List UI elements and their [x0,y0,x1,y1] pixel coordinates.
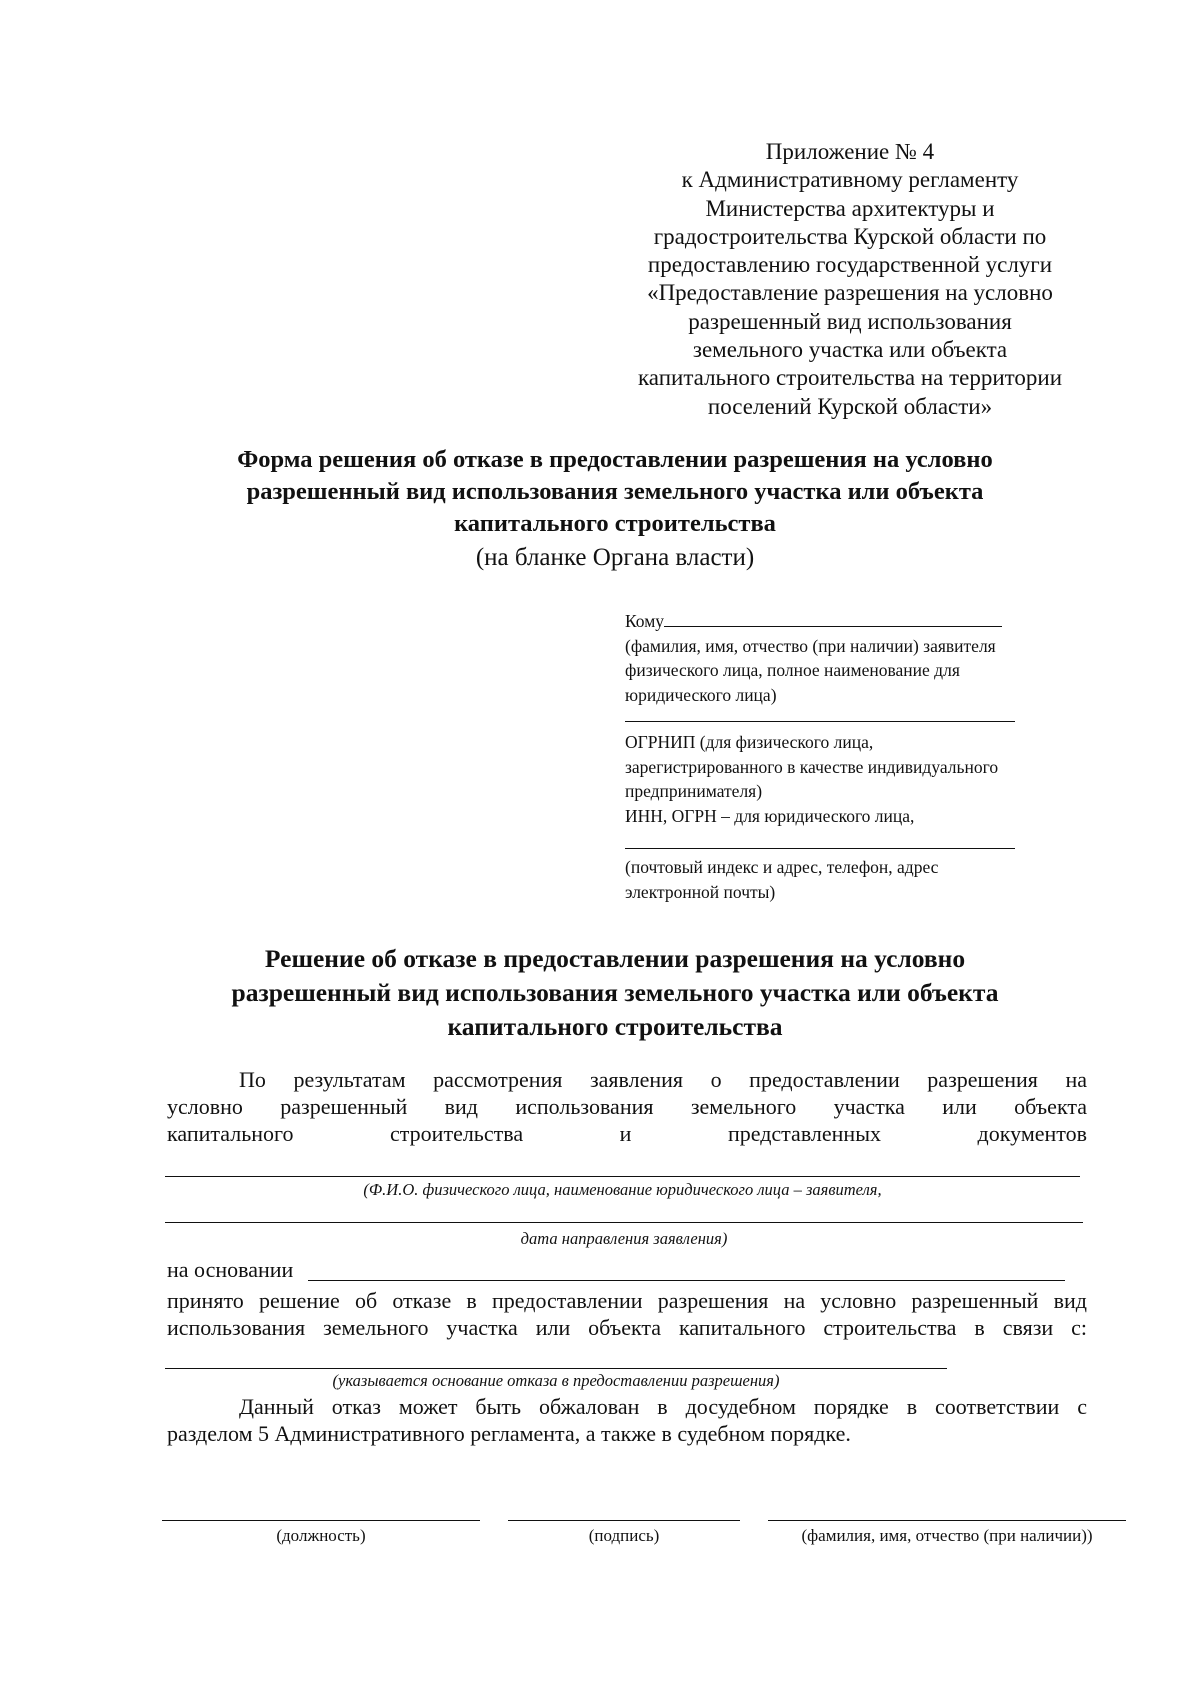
date-caption: дата направления заявления) [520,1229,728,1248]
position-field-line[interactable] [162,1520,480,1521]
form-subtitle: (на бланке Органа власти) [475,544,755,571]
appendix-header [620,138,1080,421]
name-field-line[interactable] [768,1520,1126,1521]
recipient-to-field[interactable] [664,606,1002,627]
appendix-line: градостроительства Курской области по [653,223,1047,249]
appendix-line: Министерства архитектуры и [705,195,995,221]
signature-caption: (подпись) [588,1526,660,1545]
decision-title-line: капитального строительства [447,1012,783,1041]
intro-line: условно разрешенный вид использования земельного участка или объекта [167,1094,1087,1119]
basis-row [167,1256,1087,1283]
decision-title [150,942,1080,1044]
form-title-line: капитального строительства [454,510,776,537]
appendix-line: разрешенный вид использования [688,308,1012,334]
basis-label: на основании [167,1257,294,1282]
recipient-block [625,606,1065,904]
appendix-line: предоставлению государственной услуги [647,252,1053,278]
recipient-note: (фамилия, имя, отчество (при наличии) заявителя [625,635,996,656]
form-title-line: Форма решения об отказе в предоставлении разрешения на условно [237,446,993,473]
recipient-note: (почтовый индекс и адрес, телефон, адрес [625,857,939,877]
recipient-note: ИНН, ОГРН – для юридического лица, [625,805,915,826]
decision-title-line: разрешенный вид использования земельного участка или объекта [231,978,999,1007]
recipient-note: электронной почты) [625,881,776,902]
position-caption: (должность) [276,1526,366,1545]
recipient-note: зарегистрированного в качестве индивидуального [625,756,999,777]
decision-paragraph [167,1287,1087,1341]
appendix-line: к Административному регламенту [681,167,1019,193]
decision-line: использования земельного участка или объекта капитального строительства в связи с: [167,1315,1087,1340]
date-field-line[interactable] [165,1222,1083,1223]
signature-field-line[interactable] [508,1520,740,1521]
appeal-paragraph [167,1393,1087,1447]
decision-line: принято решение об отказе в предоставлении разрешения на условно разрешенный вид [167,1288,1087,1313]
recipient-note: ОГРНИП (для физического лица, [625,732,874,752]
name-caption: (фамилия, имя, отчество (при наличии)) [801,1526,1093,1545]
recipient-note: физического лица, полное наименование для [625,660,960,680]
recipient-note: предпринимателя) [625,781,763,801]
basis-field-line[interactable] [308,1280,1065,1281]
reason-caption: (указывается основание отказа в предоставлении разрешения) [332,1371,780,1390]
intro-paragraph [167,1066,1087,1147]
form-title-line: разрешенный вид использования земельного участка или объекта [246,478,984,505]
appendix-line: «Предоставление разрешения на условно [647,280,1053,306]
appendix-line: капитального строительства на территории [637,365,1063,391]
form-title [150,444,1080,540]
appendix-line: поселений Курской области» [707,393,993,419]
intro-line: По результатам рассмотрения заявления о предоставлении разрешения на [239,1067,1087,1092]
appendix-line: Приложение № 4 [765,139,935,164]
intro-line: капитального строительства и представленных документов [167,1121,1087,1146]
recipient-to-row [625,606,1065,634]
appendix-line: земельного участка или объекта [692,337,1008,363]
applicant-field-line[interactable] [165,1176,1080,1177]
applicant-caption: (Ф.И.О. физического лица, наименование юридического лица – заявителя, [363,1180,882,1199]
decision-title-line: Решение об отказе в предоставлении разрешения на условно [264,944,966,973]
appeal-line: Данный отказ может быть обжалован в досудебном порядке в соответствии с [239,1394,1087,1419]
recipient-to-label: Кому [625,611,665,631]
reason-field-line[interactable] [165,1368,947,1369]
recipient-note: юридического лица) [625,684,777,705]
appeal-line: разделом 5 Административного регламента, а также в судебном порядке. [167,1421,851,1446]
